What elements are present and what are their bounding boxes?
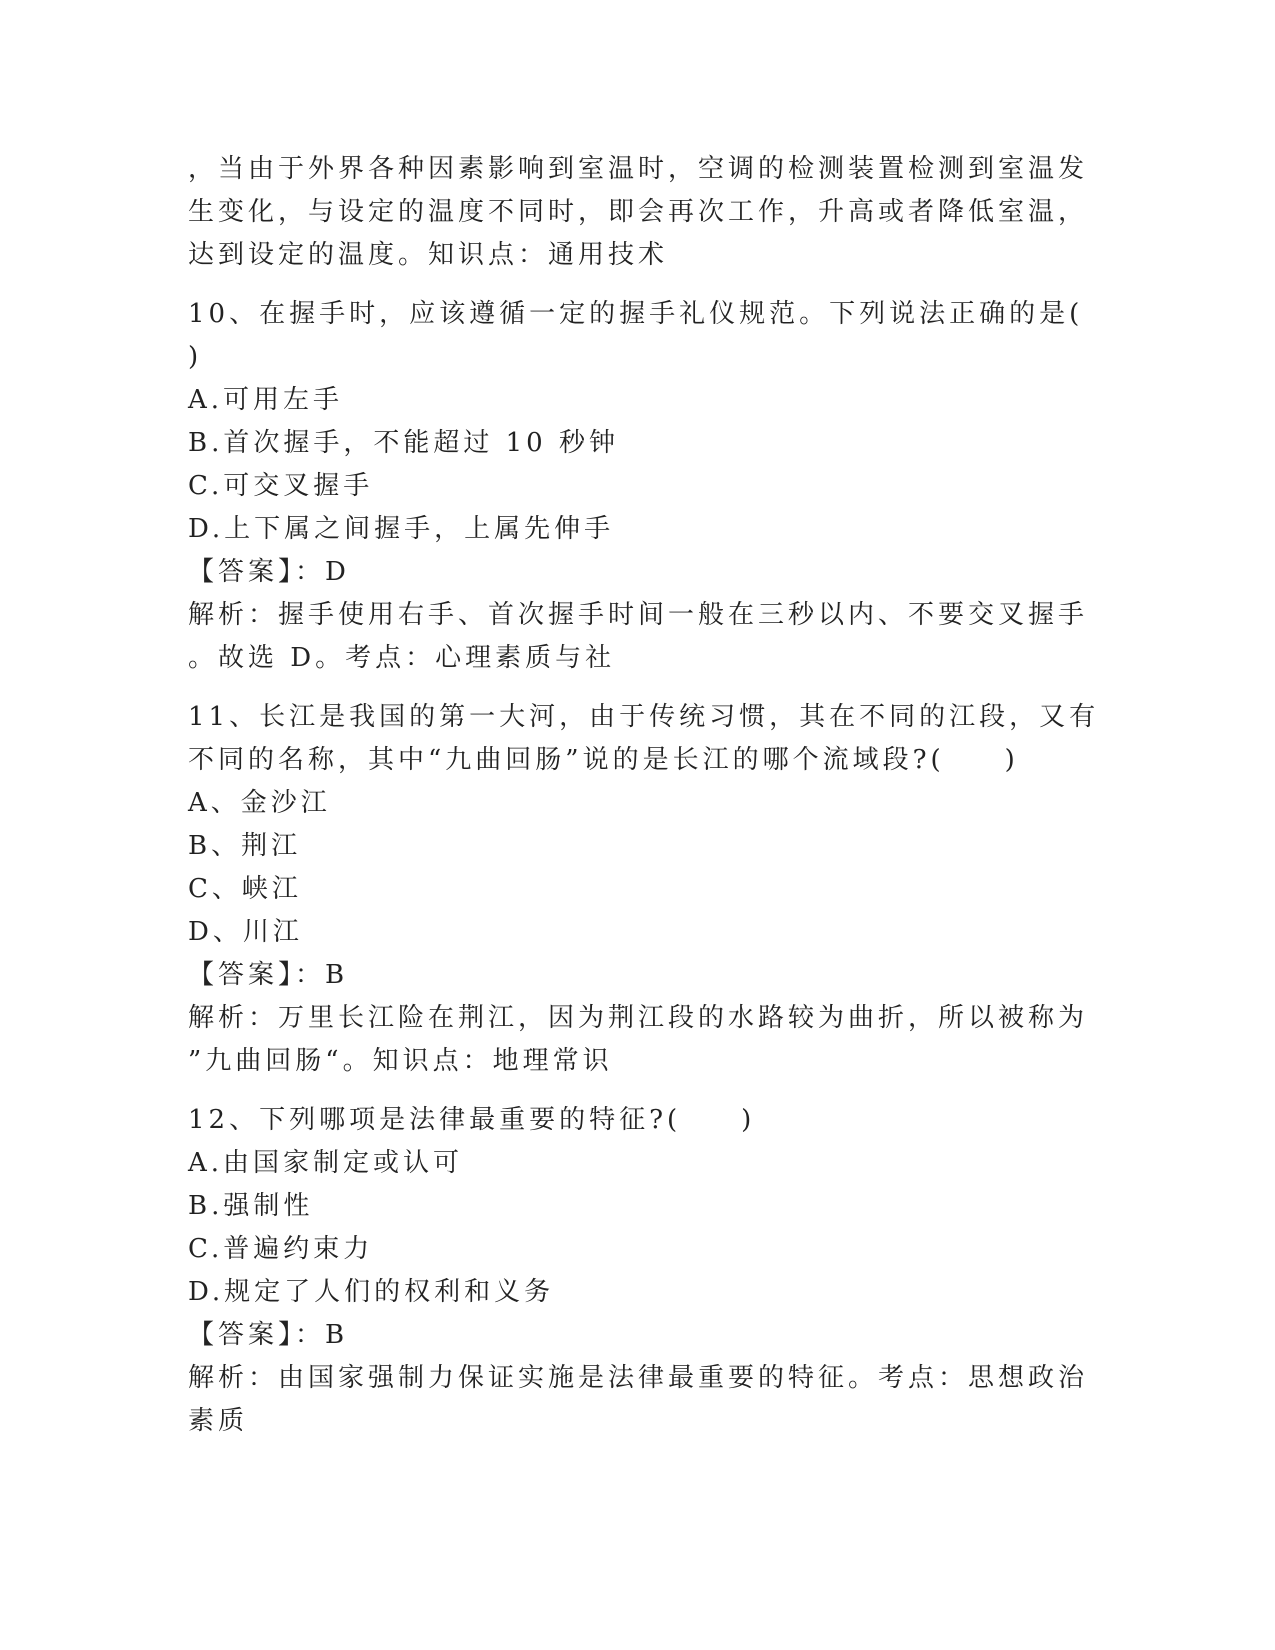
- question-stem: 不同的名称，其中“九曲回肠”说的是长江的哪个流域段?( ): [188, 745, 1019, 775]
- option-d: D.上下属之间握手，上属先伸手: [188, 514, 615, 544]
- text-line: 达到设定的温度。知识点：通用技术: [188, 240, 669, 270]
- answer: 【答案】：B: [188, 960, 349, 990]
- option-a: A.由国家制定或认可: [188, 1148, 464, 1178]
- analysis: 。故选 D。考点：心理素质与社: [188, 643, 616, 673]
- option-a: A.可用左手: [188, 385, 344, 415]
- option-b: B.首次握手，不能超过 10 秒钟: [188, 428, 619, 458]
- analysis: 解析：由国家强制力保证实施是法律最重要的特征。考点：思想政治: [188, 1363, 1089, 1393]
- text-line: 生变化，与设定的温度不同时，即会再次工作，升高或者降低室温，: [188, 197, 1089, 227]
- answer: 【答案】：D: [188, 557, 350, 587]
- question-11: [188, 696, 1100, 1083]
- question-stem: 12、下列哪项是法律最重要的特征?( ): [188, 1105, 756, 1135]
- question-stem: 11、长江是我国的第一大河，由于传统习惯，其在不同的江段，又有: [188, 702, 1100, 732]
- document-page: [188, 148, 1100, 1443]
- analysis: 素质: [188, 1406, 249, 1436]
- option-c: C.可交叉握手: [188, 471, 374, 501]
- option-d: D.规定了人们的权利和义务: [188, 1277, 555, 1307]
- option-c: C.普遍约束力: [188, 1234, 374, 1264]
- question-12: [188, 1099, 1089, 1443]
- answer: 【答案】：B: [188, 1320, 349, 1350]
- analysis: ”九曲回肠“。知识点：地理常识: [188, 1046, 613, 1076]
- intro-paragraph: [188, 148, 1089, 277]
- option-c: C、峡江: [188, 874, 302, 904]
- option-a: A、金沙江: [188, 788, 331, 818]
- option-b: B.强制性: [188, 1191, 314, 1221]
- option-d: D、川江: [188, 917, 303, 947]
- text-line: ，当由于外界各种因素影响到室温时，空调的检测装置检测到室温发: [188, 154, 1089, 184]
- question-stem: 10、在握手时，应该遵循一定的握手礼仪规范。下列说法正确的是(: [188, 299, 1084, 329]
- analysis: 解析：万里长江险在荆江，因为荆江段的水路较为曲折，所以被称为: [188, 1003, 1089, 1033]
- analysis: 解析：握手使用右手、首次握手时间一般在三秒以内、不要交叉握手: [188, 600, 1089, 630]
- question-10: [188, 293, 1089, 680]
- option-b: B、荆江: [188, 831, 302, 861]
- question-stem: ): [188, 342, 203, 372]
